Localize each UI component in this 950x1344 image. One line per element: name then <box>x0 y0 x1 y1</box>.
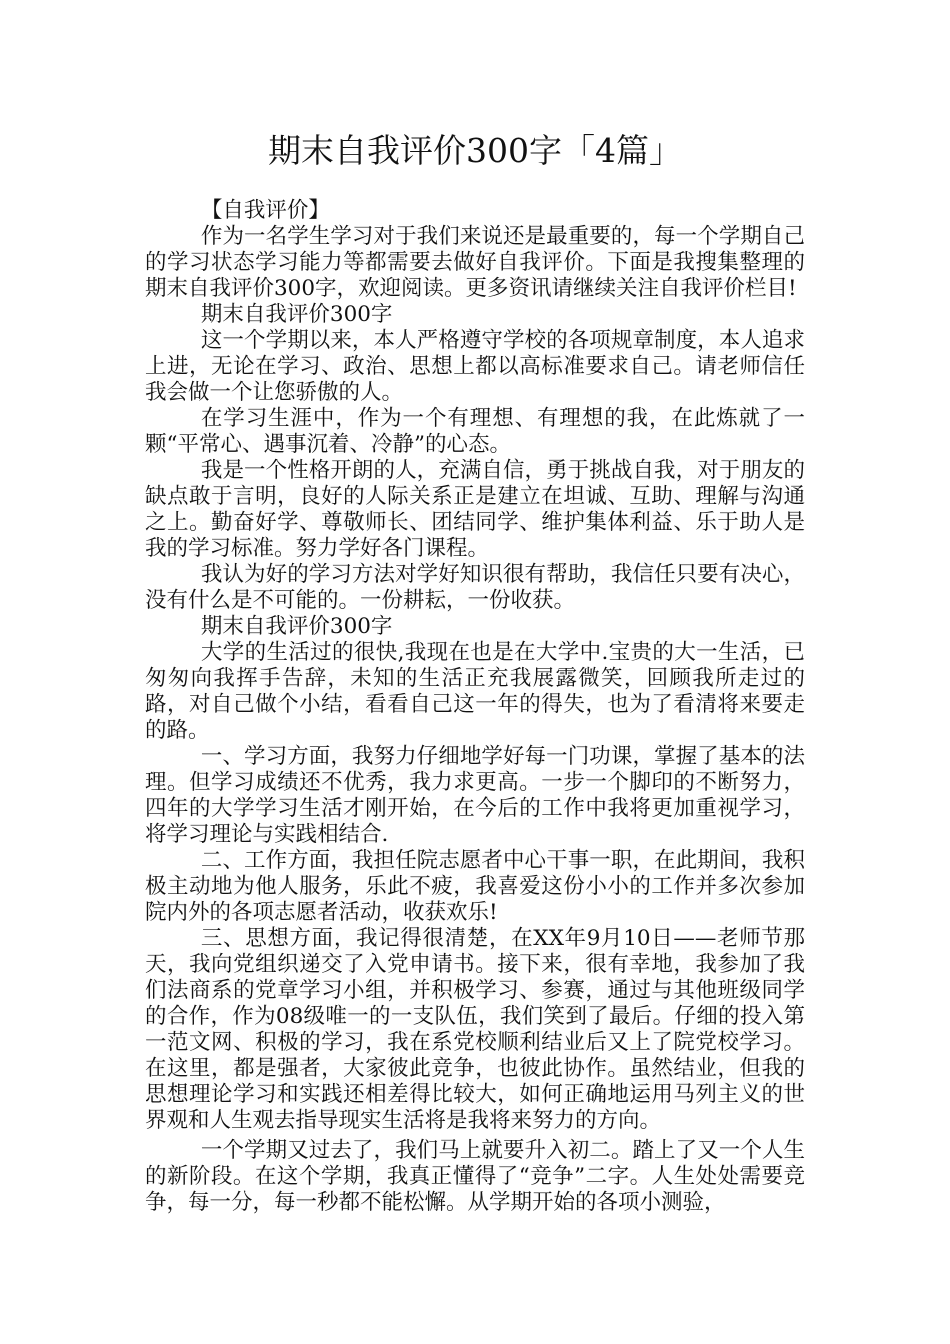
body-paragraph: 我认为好的学习方法对学好知识很有帮助，我信任只要有决心，没有什么是不可能的。一份耕耘，一份收获。 <box>145 562 805 613</box>
body-paragraph: 三、思想方面，我记得很清楚，在XX年9月10日——老师节那天，我向党组织递交了入党申请书。接下来，很有幸地，我参加了我们法商系的党章学习小组，并积极学习、参赛，通过与其他班级同学的合作，作为08级唯一的一支队伍，我们笑到了最后。仔细的投入第一范文网、积极的学习，我在系党校顺利结业后又上了院党校学习。在这里，都是强者，大家彼此竞争，也彼此协作。虽然结业，但我的思想理论学习和实践还相差得比较大，如何正确地运用马列主义的世界观和人生观去指导现实生活将是我将来努力的方向。 <box>145 926 805 1133</box>
body-paragraph: 这一个学期以来，本人严格遵守学校的各项规章制度，本人追求上进，无论在学习、政治、思想上都以高标准要求自己。请老师信任我会做一个让您骄傲的人。 <box>145 328 805 405</box>
body-paragraph: 大学的生活过的很快,我现在也是在大学中.宝贵的大一生活，已匆匆向我挥手告辞，未知的生活正充我展露微笑，回顾我所走过的路，对自己做个小结，看看自己这一年的得失，也为了看清将来要走的路。 <box>145 640 805 743</box>
document-title: 期末自我评价300字「4篇」 <box>268 131 682 170</box>
body-paragraph: 一、学习方面，我努力仔细地学好每一门功课，掌握了基本的法理。但学习成绩还不优秀，我力求更高。一步一个脚印的不断努力，四年的大学学习生活才刚开始，在今后的工作中我将更加重视学习，将学习理论与实践相结合. <box>145 744 805 847</box>
intro-paragraph: 作为一名学生学习对于我们来说还是最重要的，每一个学期自己的学习状态学习能力等都需要去做好自我评价。下面是我搜集整理的期末自我评价300字，欢迎阅读。更多资讯请继续关注自我评价栏目! <box>145 224 805 301</box>
subheading-2: 期末自我评价300字 <box>200 614 393 639</box>
body-paragraph: 二、工作方面，我担任院志愿者中心干事一职，在此期间，我积极主动地为他人服务，乐此不疲，我喜爱这份小小的工作并多次参加院内外的各项志愿者活动，收获欢乐! <box>145 848 805 925</box>
body-paragraph: 在学习生涯中，作为一个有理想、有理想的我，在此炼就了一颗“平常心、遇事沉着、冷静”的心态。 <box>145 406 805 457</box>
section-heading: 【自我评价】 <box>200 198 330 223</box>
body-paragraph: 一个学期又过去了，我们马上就要升入初二。踏上了又一个人生的新阶段。在这个学期，我真正懂得了“竞争”二字。人生处处需要竞争，每一分，每一秒都不能松懈。从学期开始的各项小测验， <box>145 1138 805 1215</box>
document-body <box>145 198 805 1216</box>
subheading-1: 期末自我评价300字 <box>200 302 393 327</box>
body-paragraph: 我是一个性格开朗的人，充满自信，勇于挑战自我，对于朋友的缺点敢于言明，良好的人际关系正是建立在坦诚、互助、理解与沟通之上。勤奋好学、尊敬师长、团结同学、维护集体利益、乐于助人是我的学习标准。努力学好各门课程。 <box>145 458 805 561</box>
